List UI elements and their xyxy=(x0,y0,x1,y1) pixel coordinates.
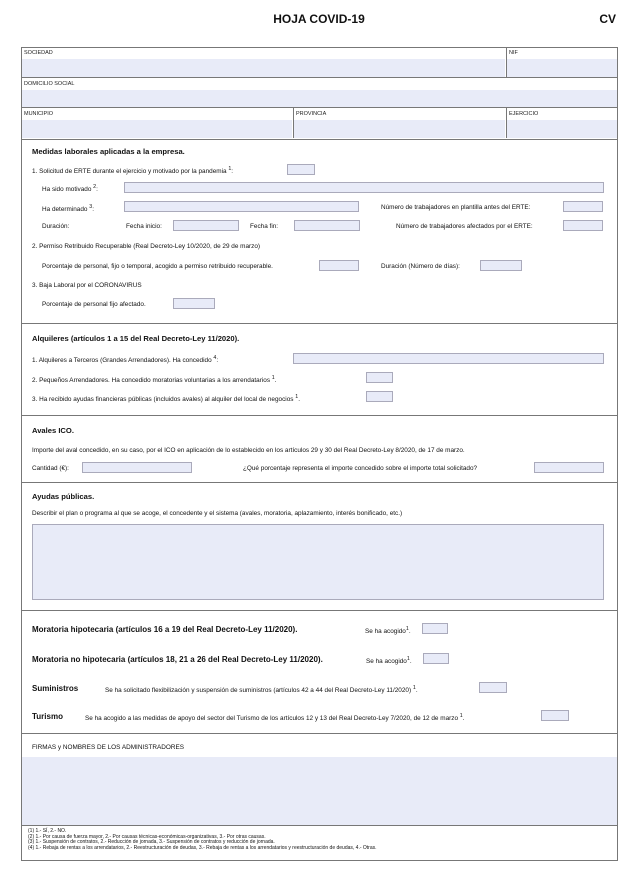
alquileres-item3-input[interactable] xyxy=(366,391,393,402)
avales-porcentaje-label: ¿Qué porcentaje representa el importe concedido sobre el importe total solicitado? xyxy=(243,465,478,472)
divider xyxy=(21,107,618,108)
footnote: (2) 1.- Por causa de fuerza mayor, 2.- Por causas técnicas-económicas-organizativas, 3.- Por otras causas. xyxy=(28,833,266,840)
divider xyxy=(21,77,618,78)
provincia-field[interactable] xyxy=(294,120,505,138)
moratoria-hip-input[interactable] xyxy=(422,623,448,634)
firmas-heading: FIRMAS y NOMBRES DE LOS ADMINISTRADORES xyxy=(32,744,184,751)
domicilio-label: DOMICILIO SOCIAL xyxy=(24,81,75,87)
turismo-text: Se ha acogido a las medidas de apoyo del sector del Turismo de los artículos 12 y 13 del Real Decreto-Ley 7/2020, de 12 de marzo $^1$. xyxy=(85,713,465,723)
porcentaje-fijo-input[interactable] xyxy=(173,298,215,309)
suministros-input[interactable] xyxy=(479,682,507,693)
permiso-label: 2. Permiso Retribuido Recuperable (Real Decreto-Ley 10/2020, de 29 de marzo) xyxy=(32,243,261,250)
sociedad-label: SOCIEDAD xyxy=(24,50,53,56)
alquileres-item1-input[interactable] xyxy=(293,353,604,364)
ayudas-heading: Ayudas públicas. xyxy=(32,492,95,501)
erte-label: 1. Solicitud de ERTE durante el ejercicio y motivado por la pandemia $^1$: xyxy=(32,166,234,176)
porcentaje-fijo-label: Porcentaje de personal fijo afectado. xyxy=(42,301,146,308)
fecha-fin-input[interactable] xyxy=(294,220,360,231)
alquileres-item1: 1. Alquileres a Terceros (Grandes Arrendadores). Ha concedido $^4$: xyxy=(32,355,219,365)
cantidad-input[interactable] xyxy=(82,462,192,473)
erte-input[interactable] xyxy=(287,164,315,175)
sociedad-field[interactable] xyxy=(22,59,505,77)
determinado-input[interactable] xyxy=(124,201,359,212)
duracion-dias-input[interactable] xyxy=(480,260,522,271)
baja-label: 3. Baja Laboral por el CORONAVIRUS xyxy=(32,282,142,289)
porcentaje-label: Porcentaje de personal, fijo o temporal, acogido a permiso retribuido recuperable. xyxy=(42,263,273,270)
fecha-inicio-input[interactable] xyxy=(173,220,239,231)
divider xyxy=(21,825,618,826)
fecha-inicio-label: Fecha inicio: xyxy=(126,223,162,230)
divider xyxy=(21,139,618,140)
alquileres-item2-input[interactable] xyxy=(366,372,393,383)
suministros-heading: Suministros xyxy=(32,684,79,693)
moratoria-hip-text: Se ha acogido$^1$. xyxy=(365,626,411,636)
divider xyxy=(21,733,618,734)
footnote: (3) 1.- Suspensión de contratos, 2.- Reducción de jornada, 3.- Suspensión de contratos y reducción de jornada. xyxy=(28,839,275,846)
provincia-label: PROVINCIA xyxy=(296,111,327,117)
duracion-dias-label: Duración (Número de días): xyxy=(381,263,460,270)
alquileres-item3: 3. Ha recibido ayudas financieras públicas (incluidos avales) al alquiler del local de negocios $^1$. xyxy=(32,394,300,404)
ejercicio-label: EJERCICIO xyxy=(509,111,539,117)
afectados-input[interactable] xyxy=(563,220,603,231)
firmas-field[interactable] xyxy=(22,757,617,825)
avales-porcentaje-input[interactable] xyxy=(534,462,604,473)
alquileres-heading: Alquileres (artículos 1 a 15 del Real Decreto-Ley 11/2020). xyxy=(32,334,240,343)
domicilio-field[interactable] xyxy=(22,90,617,107)
divider xyxy=(21,323,618,324)
turismo-input[interactable] xyxy=(541,710,569,721)
footnotes xyxy=(28,829,377,851)
ayudas-desc: Describir el plan o programa al que se acoge, el concedente y el sistema (avales, moratoria, aplazamiento, interés bonificado, etc.) xyxy=(32,510,403,517)
determinado-label: Ha determinado $^3$: xyxy=(42,204,95,214)
afectados-label: Número de trabajadores afectados por el ERTE: xyxy=(396,223,533,230)
divider xyxy=(21,482,618,483)
medidas-heading: Medidas laborales aplicadas a la empresa. xyxy=(32,147,185,156)
footnote: (4) 1.- Rebaja de rentas a los arrendatarios, 2.- Reestructuración de deudas, 3.- Rebaja de rentas a los arrendatarios y reestructuración de deudas, 4.- Otras. xyxy=(28,844,377,851)
nif-label: NIF xyxy=(509,50,518,56)
duracion-label: Duración: xyxy=(42,223,70,230)
suministros-text: Se ha solicitado flexibilización y suspensión de suministros (artículos 42 a 44 del Real Decreto-Ley 11/2020) $^1$. xyxy=(105,685,418,695)
nif-field[interactable] xyxy=(507,59,617,77)
ejercicio-field[interactable] xyxy=(507,120,617,138)
moratoria-hip-heading: Moratoria hipotecaria (artículos 16 a 19 del Real Decreto-Ley 11/2020). xyxy=(32,625,298,634)
moratoria-nohip-heading: Moratoria no hipotecaria (artículos 18, 21 a 26 del Real Decreto-Ley 11/2020). xyxy=(32,655,323,664)
porcentaje-input[interactable] xyxy=(319,260,359,271)
plantilla-input[interactable] xyxy=(563,201,603,212)
municipio-label: MUNICIPIO xyxy=(24,111,54,117)
ayudas-textarea[interactable] xyxy=(32,524,604,600)
plantilla-label: Número de trabajadores en plantilla antes del ERTE: xyxy=(381,204,531,211)
municipio-field[interactable] xyxy=(22,120,292,138)
form-code: CV xyxy=(599,12,616,26)
motivado-input[interactable] xyxy=(124,182,604,193)
avales-heading: Avales ICO. xyxy=(32,426,74,435)
footnote: (1) 1.- SÍ, 2.- NO. xyxy=(28,828,67,834)
motivado-label: Ha sido motivado $^2$: xyxy=(42,184,98,194)
divider xyxy=(21,610,618,611)
moratoria-nohip-input[interactable] xyxy=(423,653,449,664)
divider xyxy=(21,415,618,416)
turismo-heading: Turismo xyxy=(32,712,63,721)
moratoria-nohip-text: Se ha acogido$^1$. xyxy=(366,656,412,666)
fecha-fin-label: Fecha fin: xyxy=(250,223,279,230)
avales-desc: Importe del aval concedido, en su caso, por el ICO en aplicación de lo establecido en los artículos 29 y 30 del Real Decreto-Ley 8/2020, de 17 de marzo. xyxy=(32,447,465,454)
cantidad-label: Cantidad (€): xyxy=(32,465,69,472)
page-title: HOJA COVID-19 xyxy=(273,12,365,26)
alquileres-item2: 2. Pequeños Arrendadores. Ha concedido moratorias voluntarias a los arrendatarios $^1$. xyxy=(32,375,277,385)
